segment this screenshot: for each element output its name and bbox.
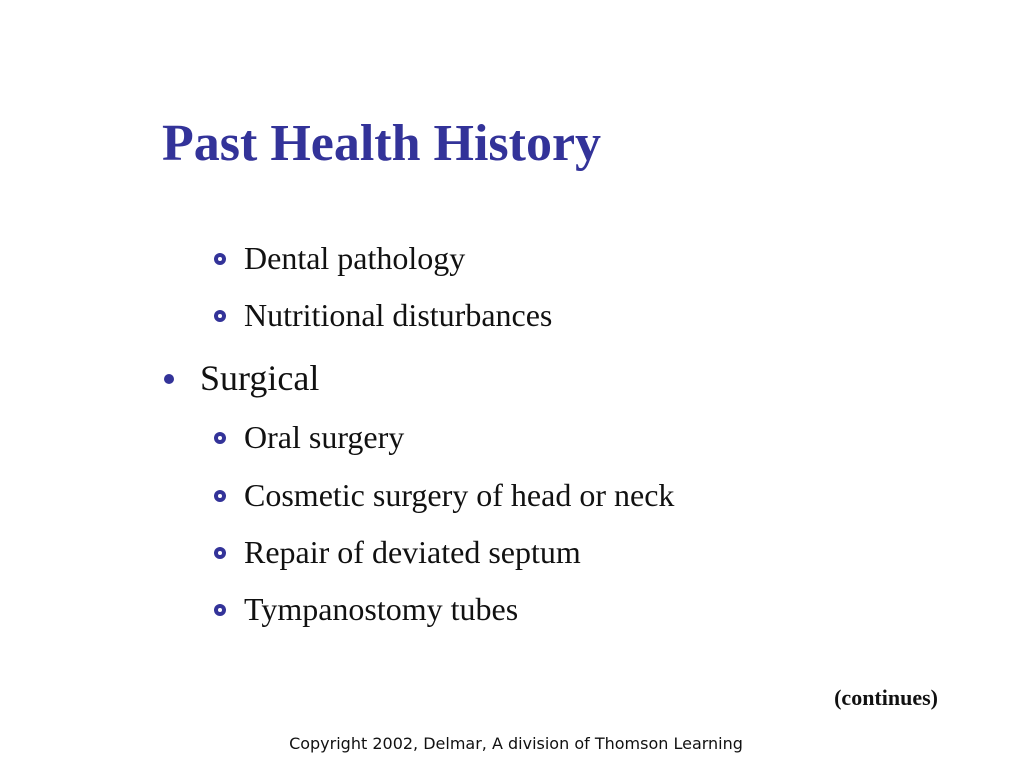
filled-circle-icon bbox=[164, 374, 174, 384]
bullet-item-oral-surgery: Oral surgery bbox=[244, 419, 405, 455]
bullet-item-cosmetic-surgery: Cosmetic surgery of head or neck bbox=[244, 477, 675, 513]
bullet-item-deviated-septum: Repair of deviated septum bbox=[244, 534, 581, 570]
bullet-item-dental-pathology: Dental pathology bbox=[244, 240, 466, 276]
bullet-item-tympanostomy-tubes: Tympanostomy tubes bbox=[244, 591, 519, 627]
ring-bullet-icon bbox=[214, 547, 226, 559]
ring-bullet-icon bbox=[214, 310, 226, 322]
continues-label: (continues) bbox=[834, 685, 938, 710]
bullet-item-surgical: Surgical bbox=[200, 358, 320, 398]
slide-title: Past Health History bbox=[162, 115, 602, 172]
bullet-item-nutritional-disturbances: Nutritional disturbances bbox=[244, 297, 553, 333]
ring-bullet-icon bbox=[214, 490, 226, 502]
ring-bullet-icon bbox=[214, 432, 226, 444]
ring-bullet-icon bbox=[214, 604, 226, 616]
copyright-footer: Copyright 2002, Delmar, A division of Thomson Learning bbox=[289, 734, 743, 753]
ring-bullet-icon bbox=[214, 253, 226, 265]
